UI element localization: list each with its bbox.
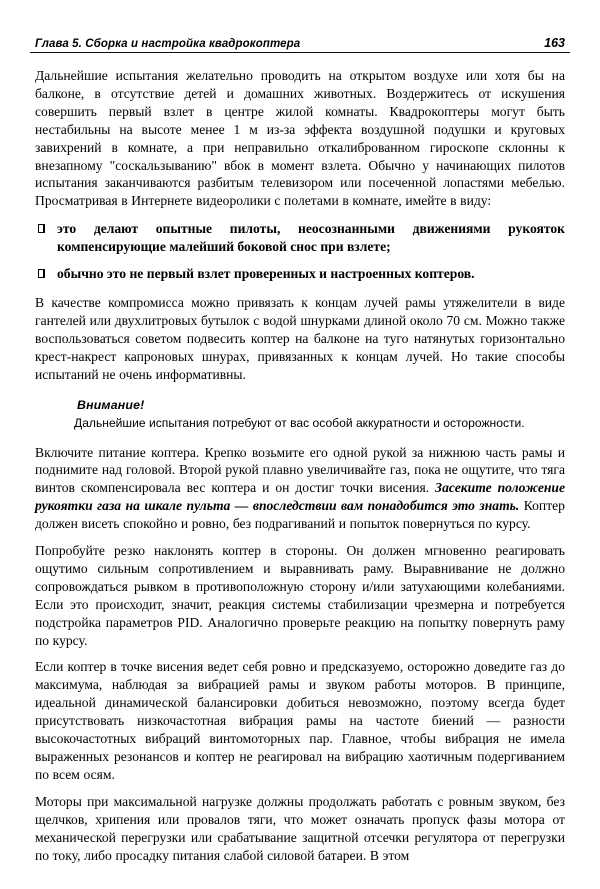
- caution-note: [35, 398, 565, 431]
- list-item-label: обычно это не первый взлет проверенных и настроенных коптеров.: [57, 266, 475, 282]
- paragraph: В качестве компромисса можно привязать к концам лучей рамы утяжелители в виде гантелей или двухлитровых бутылок с водой шнурками длиной около 70 см. Можно также воспользоваться советом подвесить коптер на балконе на туго натянутых горизонтально крест-накрест капроновых шнурах, привязанных к концам лучей. Но такие способы испытаний не очень информативны.: [35, 294, 565, 382]
- caution-note-title: Внимание!: [77, 397, 145, 412]
- page-body: [30, 67, 570, 864]
- paragraph: Попробуйте резко наклонять коптер в стороны. Он должен мгновенно реагировать ощутимо сильным сопротивлением и выравнивать раму. Выравнивание не должно сопровождаться рывком в противоположную сторону и/или затухающими колебаниями. Если это происходит, значит, реакция системы стабилизации чрезмерна и потребуется подстройка параметров PID. Аналогично проверьте реакцию на попытку повернуть раму по курсу.: [35, 543, 565, 648]
- paragraph: [35, 444, 565, 534]
- book-page: [0, 28, 600, 889]
- list-item: [35, 265, 565, 283]
- paragraph: Дальнейшие испытания желательно проводить на открытом воздухе или хотя бы на балконе, в отсутствие детей и домашних животных. Воздержитесь от искушения совершить первый взлет в центре жилой комнаты. Квадрокоптеры могут быть нестабильны на высоте менее 1 м из-за эффекта воздушной подушки и круговых завихрений в комнате, а при неправильно откалиброванном гироскопе склонны к внезапному "соскальзыванию" вбок в момент взлета. Обычно у начинающих пилотов испытания заканчиваются разбитым телевизором или посеченной лопастями мебелью. Просматривая в Интернете видеоролики с полетами в комнате, имейте в виду:: [35, 68, 565, 209]
- paragraph: Моторы при максимальной нагрузке должны продолжать работать с ровным звуком, без щелчков, хрипения или провалов тяги, что может означать пропуск фазы мотора от механической перегрузки или срабатывание защитной отсечки регулятора от перегрузки по току, либо просадку питания слабой силовой батареи. В этом: [35, 793, 565, 863]
- paragraph: Если коптер в точке висения ведет себя ровно и предсказуемо, осторожно доведите газ до максимума, наблюдая за вибрацией рамы и звуком работы моторов. В принципе, идеальной динамической балансировки добиться невозможно, поэтому всегда будет присутствовать низкочастотная вибрация рамы на частоте биений — разности высокочастотных вибраций винтомоторных пар. Главное, чтобы вибрация не имела выраженных резонансов и коптер не реагировал на вибрацию хаотичным подергиванием по всем осям.: [35, 659, 565, 782]
- list-item: [35, 220, 565, 256]
- page-number: 163: [544, 36, 565, 50]
- running-head: [30, 28, 570, 53]
- caution-note-body: Дальнейшие испытания потребуют от вас особой аккуратности и осторожности.: [74, 415, 525, 430]
- square-bullet-icon: [38, 224, 45, 233]
- paragraph-text-lead: Включите питание коптера. Крепко возьмите его одной рукой за нижнюю часть рамы и поднимите над головой. Второй рукой плавно увеличивайте газ, пока не ощутите, что тяга винтов скомпенсировала вес коптера и он достиг точки висения.: [35, 444, 565, 496]
- bullet-list: [35, 220, 565, 283]
- running-head-title: Глава 5. Сборка и настройка квадрокоптера: [35, 38, 301, 50]
- emphasized-phrase: Засеките положение рукоятки газа на шкале пульта — впоследствии вам понадобится это знать.: [35, 480, 566, 514]
- paragraph-text-tail: Коптер должен висеть спокойно и ровно, без подрагиваний и попыток повернуться по курсу.: [35, 498, 565, 532]
- square-bullet-icon: [38, 269, 45, 278]
- list-item-label: это делают опытные пилоты, неосознанными движениями рукояток компенсирующие малейший боковой снос при взлете;: [57, 221, 565, 255]
